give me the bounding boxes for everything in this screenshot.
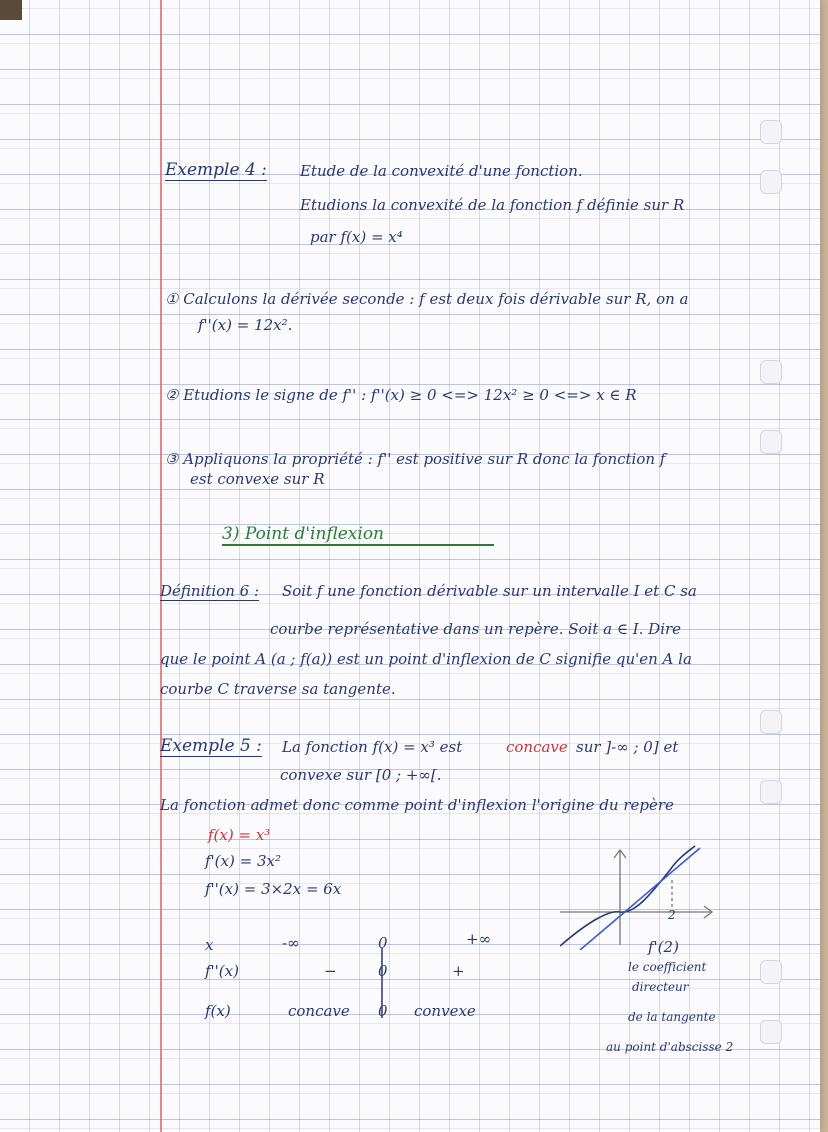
binder-hole [760,710,782,734]
step3-cont: est convexe sur R [190,470,325,488]
inflection-sketch [560,840,720,950]
table-zero: 0 [378,934,388,952]
table-fpp-neg: − [324,962,337,980]
table-f-left: concave [288,1002,350,1020]
exemple5-line1b: sur ]-∞ ; 0] et [576,738,679,756]
table-f-label: f(x) [205,1002,231,1020]
exemple5-line3: La fonction admet donc comme point d'inflexion l'origine du repère [160,796,674,814]
exemple5-fp: f'(x) = 3x² [205,852,281,870]
red-margin-line [160,0,162,1132]
sketch-note5: au point d'abscisse 2 [606,1040,734,1054]
binder-hole [760,780,782,804]
sketch-note1: f'(2) [648,938,679,956]
definition6-line1: Soit f une fonction dérivable sur un intervalle I et C sa [282,582,697,600]
binder-hole [760,960,782,984]
table-fpp-pos: + [452,962,465,980]
exemple5-line2: convexe sur [0 ; +∞[. [280,766,442,784]
section-title: 3) Point d'inflexion [222,524,494,546]
table-x-label: x [205,936,214,954]
exemple4-title: Etude de la convexité d'une fonction. [300,162,583,180]
step3: ③ Appliquons la propriété : f'' est positive sur R donc la fonction f [165,450,666,468]
sketch-note4: de la tangente [628,1010,716,1024]
step1: ① Calculons la dérivée seconde : f est deux fois dérivable sur R, on a [165,290,689,308]
exemple5-line1a: La fonction f(x) = x³ est [282,738,463,756]
table-zero-divider [376,948,388,1018]
binder-hole [760,1020,782,1044]
table-fpp-zero: 0 [378,962,388,980]
table-f-right: convexe [414,1002,476,1020]
definition6-line3: que le point A (a ; f(a)) est un point d'inflexion de C signifie qu'en A la [160,650,692,668]
table-f-mid: 0 [378,1002,388,1020]
exemple4-intro: Etudions la convexité de la fonction f définie sur R [300,196,685,214]
binder-hole [760,430,782,454]
binder-hole [760,120,782,144]
table-plus-inf: +∞ [466,930,492,948]
exemple5-f: f(x) = x³ [208,826,271,844]
definition6-line4: courbe C traverse sa tangente. [160,680,396,698]
exemple5-concave: concave [506,738,568,756]
table-minus-inf: -∞ [282,934,300,952]
step1-formula: f''(x) = 12x². [198,316,293,334]
step2: ② Etudions le signe de f'' : f''(x) ≥ 0 <=> 12x² ≥ 0 <=> x ∈ R [165,386,637,404]
sketch-note2: le coefficient [628,960,707,974]
definition6-line2: courbe représentative dans un repère. Soit a ∈ I. Dire [270,620,682,638]
exemple5-fpp: f''(x) = 3×2x = 6x [205,880,342,898]
exemple5-label: Exemple 5 : [160,736,262,756]
binder-hole [760,170,782,194]
definition6-label: Définition 6 : [160,582,260,600]
exemple4-label: Exemple 4 : [165,160,267,180]
binder-hole [760,360,782,384]
page-corner [0,0,22,20]
sketch-note3: directeur [632,980,689,994]
exemple4-par: par f(x) = x⁴ [310,228,403,246]
sketch-tick: 2 [668,908,676,922]
table-fpp-label: f''(x) [205,962,239,980]
